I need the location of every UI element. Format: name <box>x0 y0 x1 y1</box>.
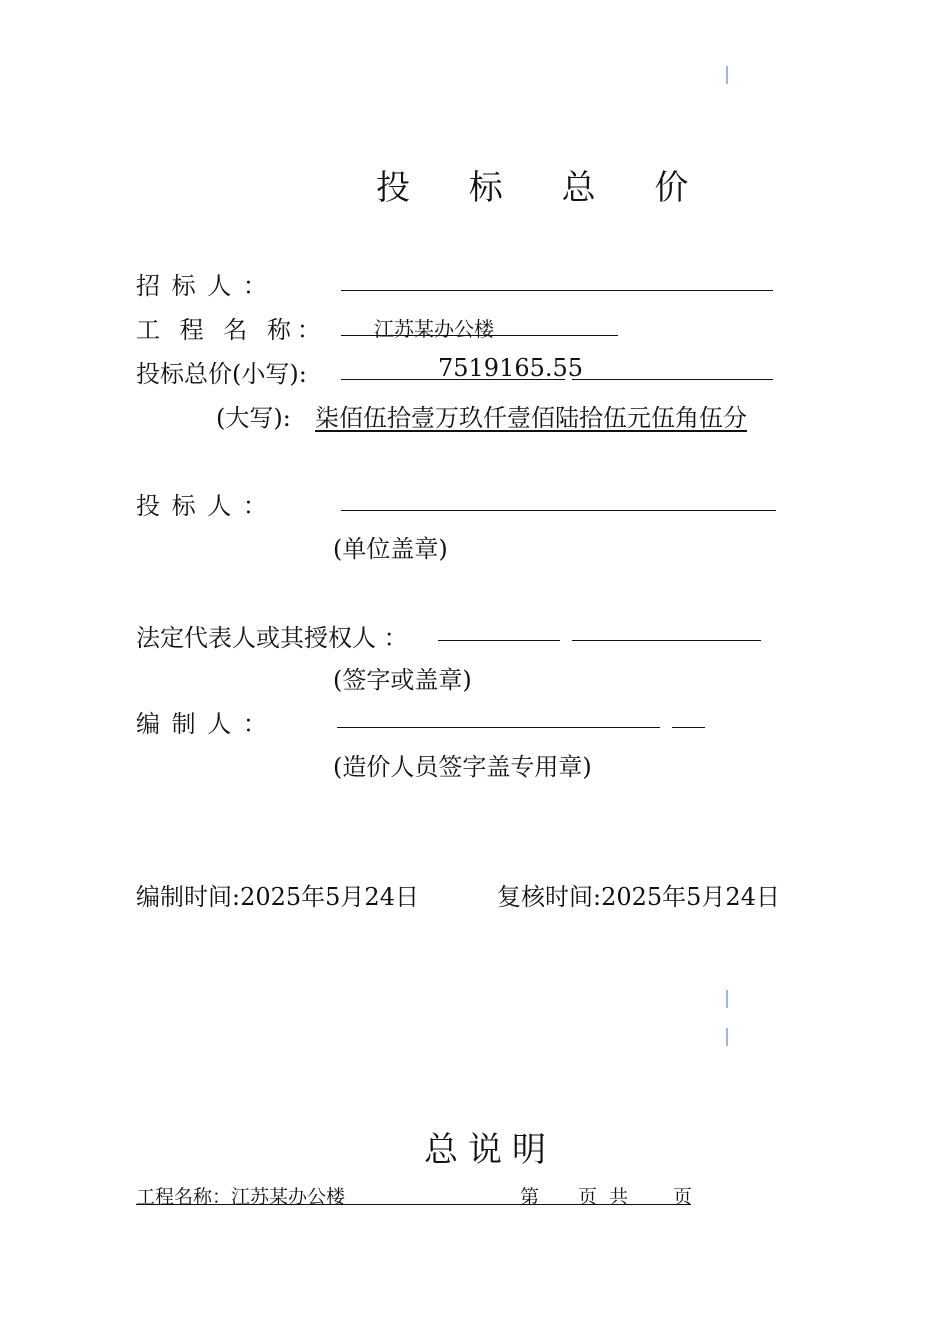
page-label: 第 <box>520 1186 540 1208</box>
review-time: 复核时间:2025年5月24日 <box>497 883 780 911</box>
legal-rep-field-2[interactable] <box>572 640 761 641</box>
page-title: 投 标 总 价 <box>376 168 713 208</box>
page-end-label: 页 <box>673 1186 693 1208</box>
margin-mark <box>726 990 728 1008</box>
compiler-field-2[interactable] <box>672 727 705 728</box>
project-name-line <box>136 1182 693 1208</box>
legal-rep-field[interactable] <box>438 640 560 641</box>
bidder-note: (单位盖章) <box>333 535 448 563</box>
bidder-field[interactable] <box>341 510 776 511</box>
total-small-label: 投标总价(小写): <box>136 360 307 388</box>
project-value: 江苏某办公楼 <box>374 317 494 341</box>
page-total-label: 页 共 <box>578 1186 629 1208</box>
total-small-field <box>341 379 565 380</box>
compiler-label: 编 制 人 ： <box>136 710 269 738</box>
project-label: 工 程 名 称： <box>136 316 327 344</box>
bidder-label: 投 标 人 ： <box>136 492 269 520</box>
legal-rep-label: 法定代表人或其授权人 ： <box>136 624 408 652</box>
section-title: 总说明 <box>424 1130 556 1170</box>
compiler-note: (造价人员签字盖专用章) <box>333 753 592 781</box>
total-big-label: (大写): <box>216 404 291 432</box>
tenderer-field[interactable] <box>341 290 773 291</box>
total-small-value: 7519165.55 <box>438 354 584 382</box>
tenderer-label: 招 标 人 ： <box>136 272 269 300</box>
total-big-value: 柒佰伍拾壹万玖仟壹佰陆拾伍元伍角伍分 <box>315 404 747 432</box>
legal-rep-note: (签字或盖章) <box>333 666 472 694</box>
project-name-label: 工程名称：江苏某办公楼 <box>136 1186 346 1208</box>
margin-mark <box>726 1028 728 1046</box>
compile-time: 编制时间:2025年5月24日 <box>136 883 419 911</box>
project-field <box>341 335 618 336</box>
margin-mark <box>726 66 728 84</box>
total-small-field-tail <box>572 379 773 380</box>
compiler-field[interactable] <box>337 727 660 728</box>
